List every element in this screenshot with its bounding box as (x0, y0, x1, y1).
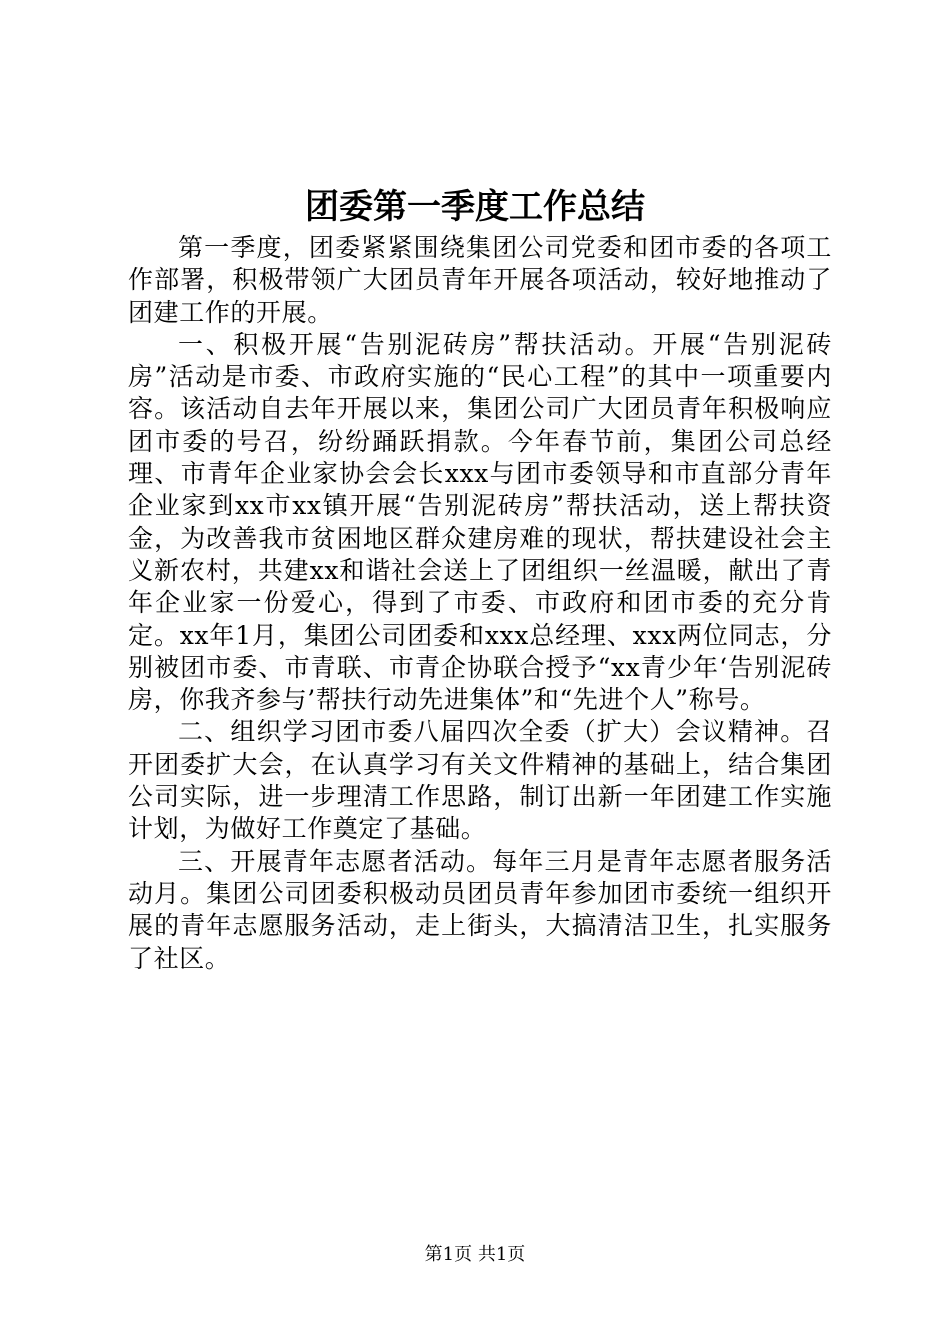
intro-paragraph: 第一季度，团委紧紧围绕集团公司党委和团市委的各项工作部署，积极带领广大团员青年开展各项活动，较好地推动了团建工作的开展。 (128, 233, 832, 327)
document-body (128, 232, 832, 975)
section-two-paragraph: 二、组织学习团市委八届四次全委（扩大）会议精神。召开团委扩大会，在认真学习有关文件精神的基础上，结合集团公司实际，进一步理清工作思路，制订出新一年团建工作实施计划，为做好工作奠定了基础。 (128, 717, 832, 844)
section-one-paragraph: 一、积极开展“告别泥砖房”帮扶活动。开展“告别泥砖房”活动是市委、市政府实施的“民心工程”的其中一项重要内容。该活动自去年开展以来，集团公司广大团员青年积极响应团市委的号召，纷纷踊跃捐款。今年春节前，集团公司总经理、市青年企业家协会会长xxx与团市委领导和市直部分青年企业家到xx市xx镇开展“告别泥砖房”帮扶活动，送上帮扶资金，为改善我市贫困地区群众建房难的现状，帮扶建设社会主义新农村，共建xx和谐社会送上了团组织一丝温暖，献出了青年企业家一份爱心，得到了市委、市政府和团市委的充分肯定。xx年1月，集团公司团委和xxx总经理、xxx两位同志，分别被团市委、市青联、市青企协联合授予“xx青少年‘告别泥砖房，你我齐参与’帮扶行动先进集体”和“先进个人”称号。 (128, 329, 832, 715)
document-title: 团委第一季度工作总结 (305, 187, 645, 227)
section-three-paragraph: 三、开展青年志愿者活动。每年三月是青年志愿者服务活动月。集团公司团委积极动员团员青年参加团市委统一组织开展的青年志愿服务活动，走上街头，大搞清洁卫生，扎实服务了社区。 (128, 846, 832, 973)
page-footer: 第1页 共1页 (424, 1244, 526, 1265)
